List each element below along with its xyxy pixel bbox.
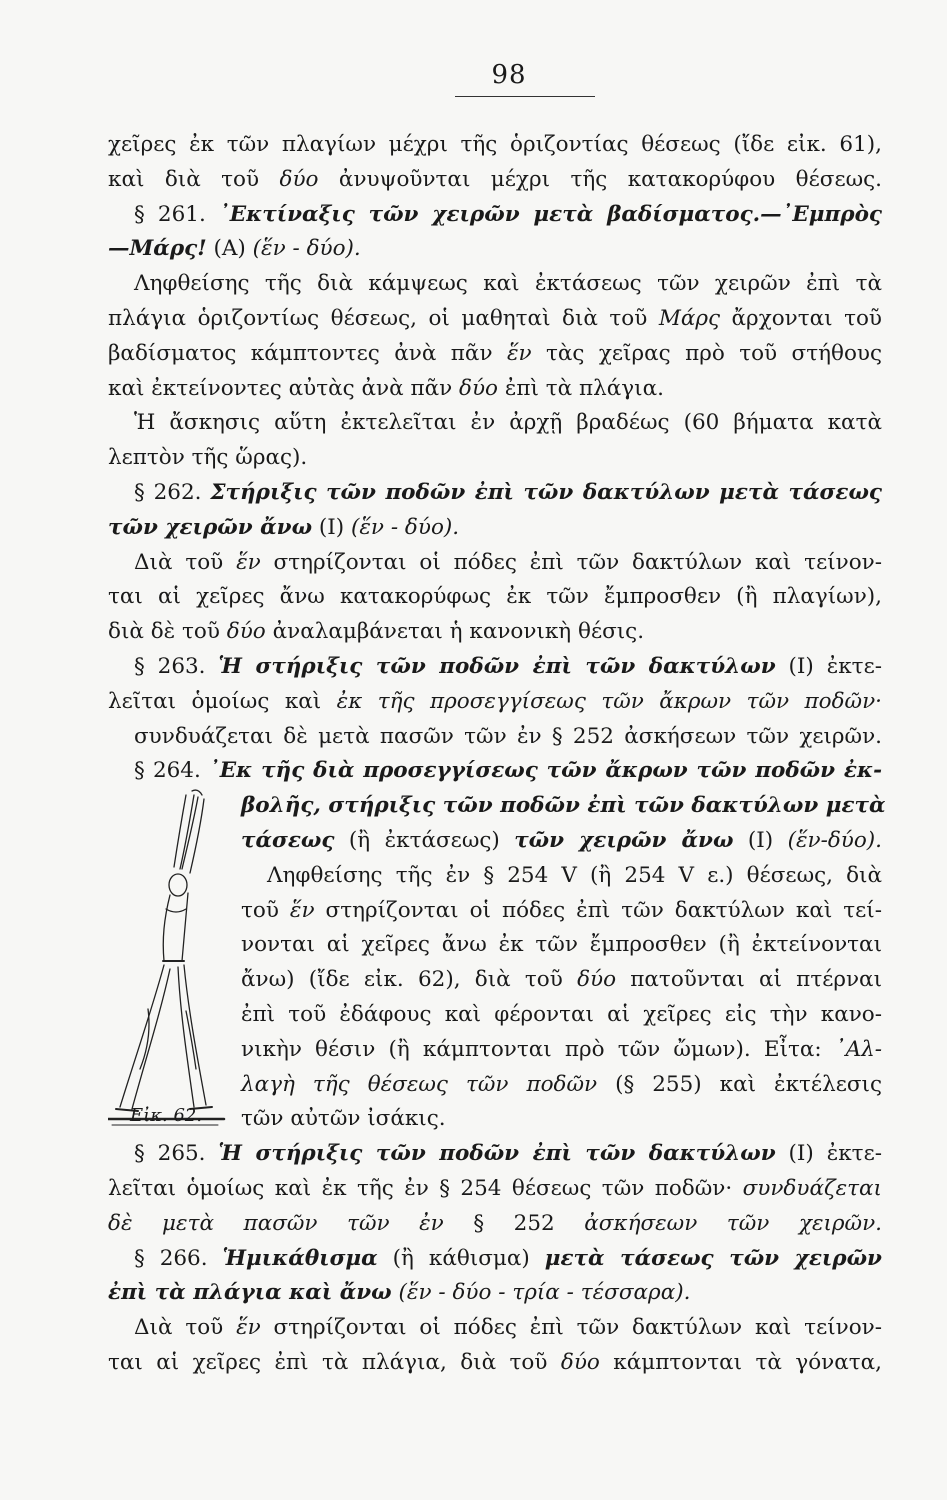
text-run: § 252 <box>443 1210 585 1236</box>
text-run: (ἕν - δύο - τρία - τέσσαρα). <box>398 1280 691 1306</box>
text-run: Διὰ τοῦ <box>134 549 237 575</box>
text-run: ἕν <box>236 1315 261 1341</box>
text-run: ἕν <box>289 897 315 923</box>
text-line <box>108 441 882 476</box>
text-run: Ἡ στήριξις τῶν ποδῶν ἐπὶ τῶν δακτύλων <box>218 653 776 679</box>
text-line <box>108 1346 882 1381</box>
text-run: Ληφθείσης τῆς διὰ κάμψεως καὶ ἐκτάσεως τῶν χειρῶν ἐπὶ τὰ <box>134 271 882 297</box>
text-run: ται αἱ χεῖρες ἄνω κατακορύφως ἐκ τῶν ἔμπροσθεν (ἢ πλαγίων), <box>108 584 882 610</box>
text-line <box>108 1276 882 1311</box>
text-run: συνδυάζεται <box>742 1175 882 1201</box>
text-run: (ἕν-δύο). <box>787 827 883 853</box>
text-line <box>108 163 882 198</box>
text-line <box>108 1172 882 1207</box>
text-run: πατοῦνται αἱ πτέρναι <box>616 967 883 993</box>
text-line <box>108 232 882 267</box>
text-run: τάσεως <box>241 827 335 853</box>
text-run: Διὰ τοῦ <box>134 1315 237 1341</box>
text-line <box>108 372 882 407</box>
text-run: τῶν χειρῶν ἄνω <box>108 514 313 540</box>
text-line <box>241 789 886 824</box>
text-run: (ἢ κάθισμα) <box>377 1245 545 1271</box>
text-run: καὶ διὰ τοῦ <box>108 166 280 192</box>
text-run: λεπτὸν τῆς ὥρας). <box>108 445 308 471</box>
text-line <box>108 580 882 615</box>
text-run: λεῖται ὁμοίως καὶ ἐκ τῆς ἐν § 254 θέσεως τῶν ποδῶν· <box>108 1175 743 1201</box>
text-run: § 263. <box>134 653 219 679</box>
text-run: Ἡ στήριξις τῶν ποδῶν ἐπὶ τῶν δακτύλων <box>218 1141 776 1167</box>
text-run: τῶν αὐτῶν ἰσάκις. <box>241 1106 446 1132</box>
text-run: Ληφθείσης τῆς ἐν § 254 V (ἢ 254 V ε.) θέσεως, διὰ <box>267 862 882 888</box>
text-run: ἕν <box>506 340 532 366</box>
text-line <box>108 1137 882 1172</box>
text-run: καὶ ἐκτείνοντες αὐτὰς ἀνὰ πᾶν <box>108 375 460 401</box>
text-run: δύο <box>560 1349 600 1375</box>
text-run: διὰ δὲ τοῦ <box>108 619 227 645</box>
text-line <box>241 894 882 929</box>
text-run: (Ι) ἐκτε- <box>775 653 882 679</box>
text-run: κάμπτονται τὰ γόνατα, <box>599 1349 882 1375</box>
figure-caption: Εἰκ. 62. <box>130 1105 203 1127</box>
text-run: νικὴν θέσιν (ἢ κάμπτονται πρὸ τῶν ὤμων). Εἶτα: <box>241 1036 835 1062</box>
gymnast-figure-icon <box>108 789 228 1137</box>
figure-block <box>108 789 886 1137</box>
text-line <box>241 824 882 859</box>
text-run: Ἡμικάθισμα <box>222 1245 378 1271</box>
text-run: (Α) <box>206 236 253 262</box>
text-line <box>108 685 882 720</box>
text-run: συνδυάζεται δὲ μετὰ πασῶν τῶν ἐν § 252 ἀσκήσεων τῶν χειρῶν. <box>134 723 882 749</box>
text-run: χεῖρες ἐκ τῶν πλαγίων μέχρι τῆς ὁριζοντίας θέσεως (ἴδε εἰκ. 61), <box>108 132 882 157</box>
text-run: (Ι) <box>733 827 788 853</box>
text-run: δύο <box>459 375 498 401</box>
text-line <box>108 198 882 233</box>
text-run: μετὰ τάσεως τῶν χειρῶν <box>544 1245 882 1271</box>
text-run: ἐκ τῆς προσεγγίσεως τῶν ἄκρων τῶν ποδῶν· <box>336 688 882 714</box>
text-run: ἀναλαμβάνεται ἡ κανονικὴ θέσις. <box>265 619 645 645</box>
text-line <box>108 546 882 581</box>
text-run: ᾿Αλ- <box>834 1036 882 1062</box>
text-block-figure <box>241 789 886 1137</box>
text-line <box>108 337 882 372</box>
text-line <box>241 963 882 998</box>
text-run: στηρίζονται οἱ πόδες ἐπὶ τῶν δακτύλων καὶ τείνον- <box>260 549 882 575</box>
text-run: δύο <box>226 619 266 645</box>
text-run: ᾿Εκτίναξις τῶν χειρῶν μετὰ βαδίσματος.—᾿Εμπρὸς <box>218 201 883 227</box>
text-block-a <box>108 128 882 789</box>
text-run: § 261. <box>134 201 219 227</box>
text-run: (§ 255) καὶ ἐκτέλεσις <box>597 1071 882 1097</box>
text-run: Στήριξις τῶν ποδῶν ἐπὶ τῶν δακτύλων μετὰ τάσεως <box>210 479 883 505</box>
text-line <box>241 1102 882 1137</box>
text-run: § 262. <box>134 479 211 505</box>
text-run: ἐπὶ τὰ πλάγια καὶ ἄνω <box>108 1280 392 1306</box>
text-run: τοῦ <box>241 897 290 923</box>
text-run: τῶν χειρῶν ἄνω <box>514 827 734 853</box>
text-run: δὲ μετὰ πασῶν τῶν ἐν <box>108 1210 444 1236</box>
text-run: (ἕν - δύο). <box>351 514 460 540</box>
text-run: Ἡ ἄσκησις αὕτη ἐκτελεῖται ἐν ἀρχῇ βραδέως (60 βήματα κατὰ <box>134 410 882 436</box>
text-run: δύο <box>577 967 617 993</box>
text-line <box>241 1033 882 1068</box>
text-run: λαγὴ τῆς θέσεως τῶν ποδῶν <box>241 1071 598 1097</box>
text-run: ται αἱ χεῖρες ἐπὶ τὰ πλάγια, διὰ τοῦ <box>108 1349 561 1375</box>
text-line <box>108 1311 882 1346</box>
text-run: στηρίζονται οἱ πόδες ἐπὶ τῶν δακτύλων καὶ τείνον- <box>260 1315 882 1341</box>
text-run: στηρίζονται οἱ πόδες ἐπὶ τῶν δακτύλων καὶ τεί- <box>314 897 882 923</box>
text-run: —Μάρς! <box>108 236 207 262</box>
text-line <box>108 1242 882 1277</box>
book-page <box>108 60 882 97</box>
text-run: πλάγια ὁριζοντίως θέσεως, οἱ μαθηταὶ διὰ τοῦ <box>108 305 659 331</box>
text-run: § 265. <box>134 1141 219 1167</box>
text-run: βαδίσματος κάμπτοντες ἀνὰ πᾶν <box>108 340 507 366</box>
text-run: ἄνω) (ἴδε εἰκ. 62), διὰ τοῦ <box>241 967 578 993</box>
text-run: Μάρς <box>658 305 721 331</box>
text-run: ἀσκήσεων τῶν χειρῶν. <box>584 1210 882 1236</box>
text-run: ἐπὶ τὰ πλάγια. <box>498 375 664 401</box>
text-block-b <box>108 1137 882 1381</box>
text-run: νονται αἱ χεῖρες ἄνω ἐκ τῶν ἔμπροσθεν (ἢ ἐκτείνονται <box>241 932 882 958</box>
text-line <box>108 302 882 337</box>
text-run: τὰς χεῖρας πρὸ τοῦ στήθους <box>531 340 882 366</box>
text-run: (ἕν - δύο). <box>252 236 361 262</box>
text-run: ἐπὶ τοῦ ἐδάφους καὶ φέρονται αἱ χεῖρες εἰς τὴν κανο- <box>241 1001 882 1027</box>
text-line <box>108 406 882 441</box>
text-line <box>108 615 882 650</box>
text-run: ἀνυψοῦνται μέχρι τῆς κατακορύφου θέσεως. <box>318 166 882 192</box>
text-run: (Ι) <box>312 514 351 540</box>
text-line <box>108 476 882 511</box>
text-line <box>241 859 882 894</box>
text-run: ᾿Εκ τῆς διὰ προσεγγίσεως τῶν ἄκρων τῶν ποδῶν ἐκ- <box>209 758 882 784</box>
text-line <box>108 1207 882 1242</box>
text-line <box>108 511 882 546</box>
text-run: § 264. <box>134 758 209 784</box>
header-rule <box>455 96 595 97</box>
text-run: δύο <box>279 166 319 192</box>
text-run: § 266. <box>134 1245 223 1271</box>
text-line <box>108 720 882 755</box>
text-run <box>392 1280 399 1305</box>
text-run: ἄρχονται τοῦ <box>720 305 882 331</box>
text-line <box>241 998 882 1033</box>
body-text <box>108 128 886 1381</box>
text-line <box>108 650 882 685</box>
text-line <box>108 754 882 789</box>
text-run: (ἢ ἐκτάσεως) <box>334 827 515 853</box>
text-line <box>108 128 882 163</box>
text-line <box>108 267 882 302</box>
text-run: ἕν <box>236 549 261 575</box>
text-run: λεῖται ὁμοίως καὶ <box>108 688 337 714</box>
text-line <box>241 928 882 963</box>
text-run: (Ι) ἐκτε- <box>775 1141 882 1167</box>
page-number: 98 <box>491 60 527 90</box>
text-line <box>241 1068 882 1103</box>
text-run: βολῆς, στήριξις τῶν ποδῶν ἐπὶ τῶν δακτύλων μετὰ <box>241 793 886 819</box>
